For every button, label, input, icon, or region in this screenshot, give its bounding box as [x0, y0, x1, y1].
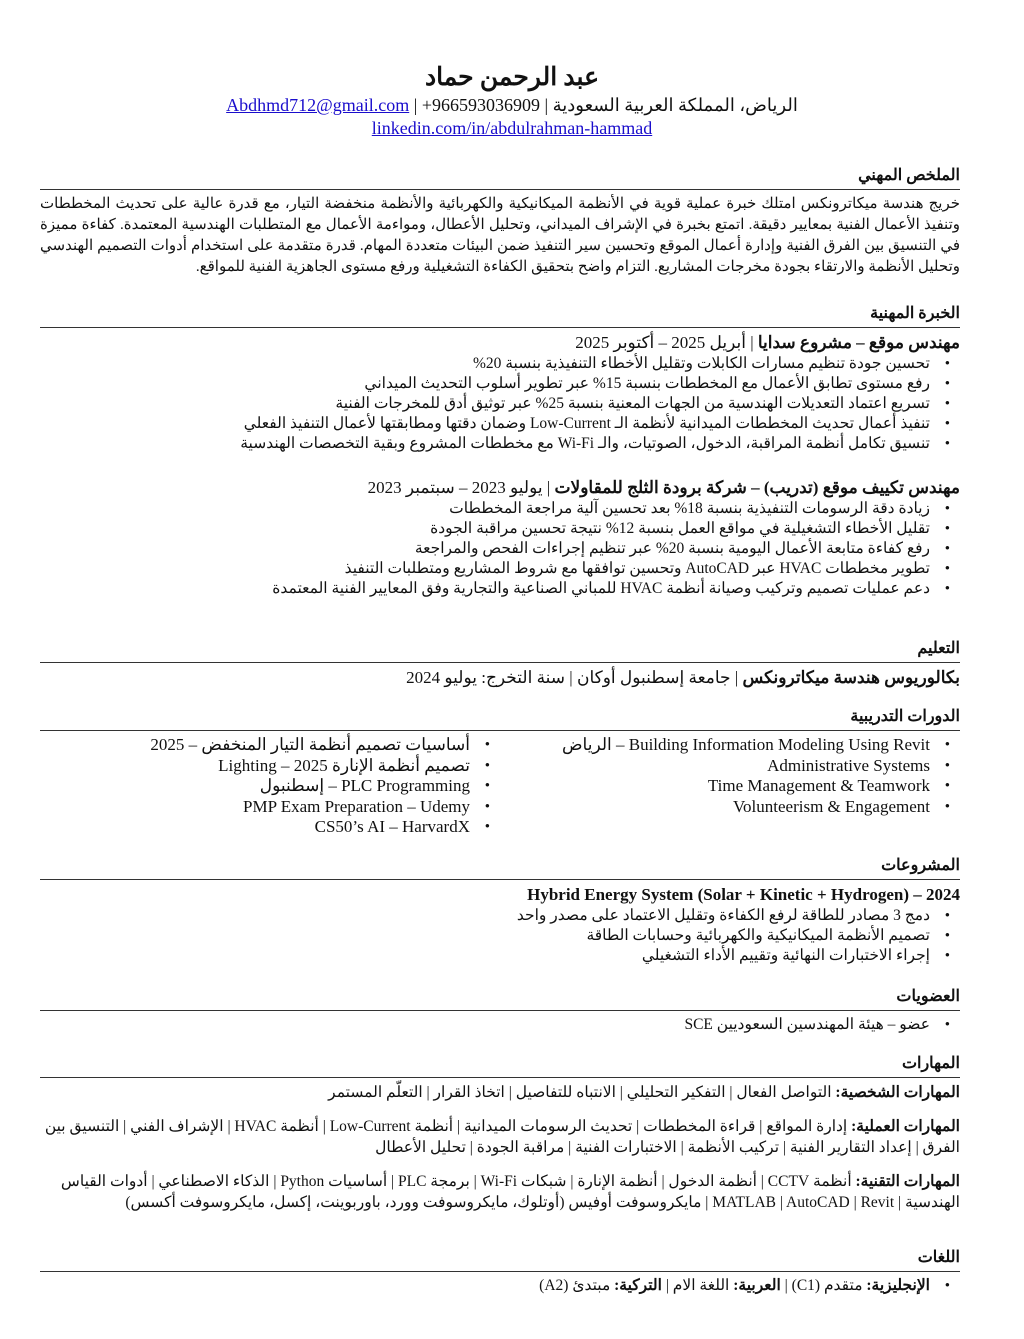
language-level: اللغة الام — [672, 1277, 730, 1294]
linkedin-link[interactable]: linkedin.com/in/abdulrahman-hammad — [371, 118, 653, 138]
list-item: • دمج 3 مصادر للطاقة لرفع الكفاءة وتقليل الاعتماد على مصدر واحد — [40, 906, 960, 926]
list-item: • Building Information Modeling Using Revit – الرياض — [500, 735, 960, 756]
job-dates: | أبريل 2025 – أكتوبر 2025 — [575, 333, 754, 352]
list-item: • تصميم أنظمة الإنارة 2025 – Lighting — [40, 756, 500, 777]
job-bullets — [40, 354, 960, 454]
list-item: • عضو – هيئة المهندسين السعوديين SCE — [40, 1015, 960, 1035]
list-item: • تقليل الأخطاء التشغيلية في مواقع العمل بنسبة 12% نتيجة تحسين مراقبة الجودة — [40, 519, 960, 539]
candidate-name: عبد الرحمن حماد — [424, 64, 600, 91]
job-heading — [40, 332, 960, 354]
courses-column-left — [40, 735, 500, 838]
list-item: • Volunteerism & Engagement — [500, 797, 960, 818]
list-item: • CS50’s AI – HarvardX — [40, 817, 500, 838]
job-entry — [40, 477, 960, 599]
section-title: التعليم — [40, 638, 960, 663]
section-title: المشروعات — [40, 855, 960, 880]
separator: | — [544, 95, 553, 115]
projects-section — [40, 855, 960, 966]
job-dates: | يوليو 2023 – سبتمبر 2023 — [367, 478, 551, 497]
location: الرياض، المملكة العربية السعودية — [552, 95, 798, 115]
language-label: العربية: — [733, 1277, 781, 1294]
skill-group — [40, 1171, 960, 1213]
list-item: • إجراء الاختبارات النهائية وتقييم الأداء التشغيلي — [40, 946, 960, 966]
list-item: • تصميم الأنظمة الميكانيكية والكهربائية وحسابات الطاقة — [40, 926, 960, 946]
section-title: الدورات التدريبية — [40, 706, 960, 731]
languages-item — [40, 1276, 960, 1296]
skills-section — [40, 1053, 960, 1226]
courses-column-right — [500, 735, 960, 838]
section-title: الملخص المهني — [40, 165, 960, 190]
list-item: • دعم عمليات تصميم وتركيب وصيانة أنظمة HVAC للمباني الصناعية والتجارية وفق المعايير الفنية المعتمدة — [40, 579, 960, 599]
section-title: الخبرة المهنية — [40, 303, 960, 328]
job-role: مهندس تكييف موقع (تدريب) – شركة برودة الثلج للمقاولات — [554, 478, 960, 497]
courses-columns — [40, 735, 960, 838]
contact-line — [0, 94, 1024, 117]
list-item: • تنسيق تكامل أنظمة المراقبة، الدخول، الصوتيات، والـ Wi-Fi مع مخططات المشروع وبقية التخصصات الهندسية — [40, 434, 960, 454]
list-item: • تطوير مخططات HVAC عبر AutoCAD وتحسين توافقها مع شروط المشاريع ومتطلبات التنفيذ — [40, 559, 960, 579]
separator: | — [661, 1277, 669, 1294]
skill-label: المهارات العملية: — [851, 1118, 960, 1135]
list-item: • PLC Programming – إسطنبول — [40, 776, 500, 797]
education-section — [40, 638, 960, 689]
project-name: Hybrid Energy System (Solar + Kinetic + Hydrogen) – 2024 — [527, 885, 960, 904]
language-level: متقدم (C1) — [791, 1277, 863, 1294]
skill-group — [40, 1116, 960, 1158]
list-item: • تنفيذ أعمال تحديث المخططات الميدانية لأنظمة الـ Low-Current وضمان دقتها ومطابقتها لأعمال التنفيذ الفعلي — [40, 414, 960, 434]
language-level: مبتدئ (A2) — [539, 1277, 611, 1294]
project-bullets — [40, 906, 960, 966]
skill-text: إدارة المواقع | قراءة المخططات | تحديث الرسومات الميدانية | أنظمة Low-Current | أنظمة HVAC | الإشراف الفني | التنسيق بين الفرق | إعداد التقارير الفنية | تركيب الأنظمة | الاختبارات الفنية | مراقبة الجودة | تحليل الأعطال — [44, 1118, 960, 1156]
list-item: • رفع كفاءة متابعة الأعمال اليومية بنسبة 20% عبر تنظيم إجراءات الفحص والمراجعة — [40, 539, 960, 559]
job-role: مهندس موقع – مشروع سدايا — [757, 333, 960, 352]
memberships-section — [40, 986, 960, 1035]
skill-label: المهارات الشخصية: — [835, 1084, 960, 1101]
job-heading — [40, 477, 960, 499]
separator: | — [780, 1277, 788, 1294]
list-item: • زيادة دقة الرسومات التنفيذية بنسبة 18% بعد تحسين آلية مراجعة المخططات — [40, 499, 960, 519]
skill-text: التواصل الفعال | التفكير التحليلي | الانتباه للتفاصيل | اتخاذ القرار | التعلّم المستمر — [328, 1084, 832, 1101]
courses-section — [40, 706, 960, 838]
list-item: • Administrative Systems — [500, 756, 960, 777]
job-entry — [40, 332, 960, 454]
linkedin-line — [0, 117, 1024, 140]
section-title: العضويات — [40, 986, 960, 1011]
skill-group — [40, 1082, 960, 1103]
skill-text: أنظمة CCTV | أنظمة الدخول | أنظمة الإنارة | شبكات Wi-Fi | برمجة PLC | أساسيات Python | الذكاء الاصطناعي | أدوات القياس الهندسية | MATLAB | AutoCAD | Revit | مايكروسوفت أوفيس (أوتلوك، مايكروسوفت وورد، باوربوينت، إكسل، مايكروسوفت أكسس) — [60, 1173, 960, 1211]
list-item: • تحسين جودة تنظيم مسارات الكابلات وتقليل الأخطاء التنفيذية بنسبة 20% — [40, 354, 960, 374]
summary-section — [40, 165, 960, 278]
separator: | — [413, 95, 422, 115]
language-label: الإنجليزية: — [866, 1277, 930, 1294]
list-item: • تسريع اعتماد التعديلات الهندسية من الجهات المعنية بنسبة 25% عبر توثيق أدق للمخرجات الفنية — [40, 394, 960, 414]
language-label: التركية: — [614, 1277, 662, 1294]
list-item: • رفع مستوى تطابق الأعمال مع المخططات بنسبة 15% عبر تطوير أسلوب التحديث الميداني — [40, 374, 960, 394]
degree: بكالوريوس هندسة ميكاترونكس — [742, 668, 960, 687]
section-title: المهارات — [40, 1053, 960, 1078]
list-item: • أساسيات تصميم أنظمة التيار المنخفض – 2025 — [40, 735, 500, 756]
experience-section — [40, 303, 960, 599]
list-item: • PMP Exam Preparation – Udemy — [40, 797, 500, 818]
summary-text: خريج هندسة ميكاترونكس امتلك خبرة عملية قوية في الأنظمة الميكانيكية والكهربائية والأنظمة منخفضة التيار، مع قدرة عالية على تحديث المخططات وتنفيذ الأعمال الفنية بمعايير دقيقة. اتمتع بخبرة في الإشراف الميداني، وتحليل الأعطال، ومواءمة الأعمال مع المتطلبات الهندسية المعتمدة. كفاءة مميزة في التنسيق بين الفرق الفنية وإدارة أعمال الموقع وتحسين سير التنفيذ ضمن البيئات متعددة المهام. قدرة متقدمة على استخدام أدوات التصميم الهندسي وتحليل الأنظمة والارتقاء بجودة مخرجات المشاريع. التزام واضح بتحقيق الكفاءة التشغيلية ورفع مستوى الجاهزية الفنية للمواقع. — [40, 196, 960, 275]
section-title: اللغات — [40, 1247, 960, 1272]
phone-number: +966593036909 — [421, 95, 540, 115]
education-details: | جامعة إسطنبول أوكان | سنة التخرج: يوليو 2024 — [406, 668, 739, 687]
list-item: • Time Management & Teamwork — [500, 776, 960, 797]
skill-label: المهارات التقنية: — [855, 1173, 960, 1190]
job-bullets — [40, 499, 960, 599]
education-entry — [40, 667, 960, 689]
email-link[interactable]: Abdhmd712@gmail.com — [226, 95, 410, 115]
resume-header — [0, 62, 1024, 140]
languages-section — [40, 1247, 960, 1296]
